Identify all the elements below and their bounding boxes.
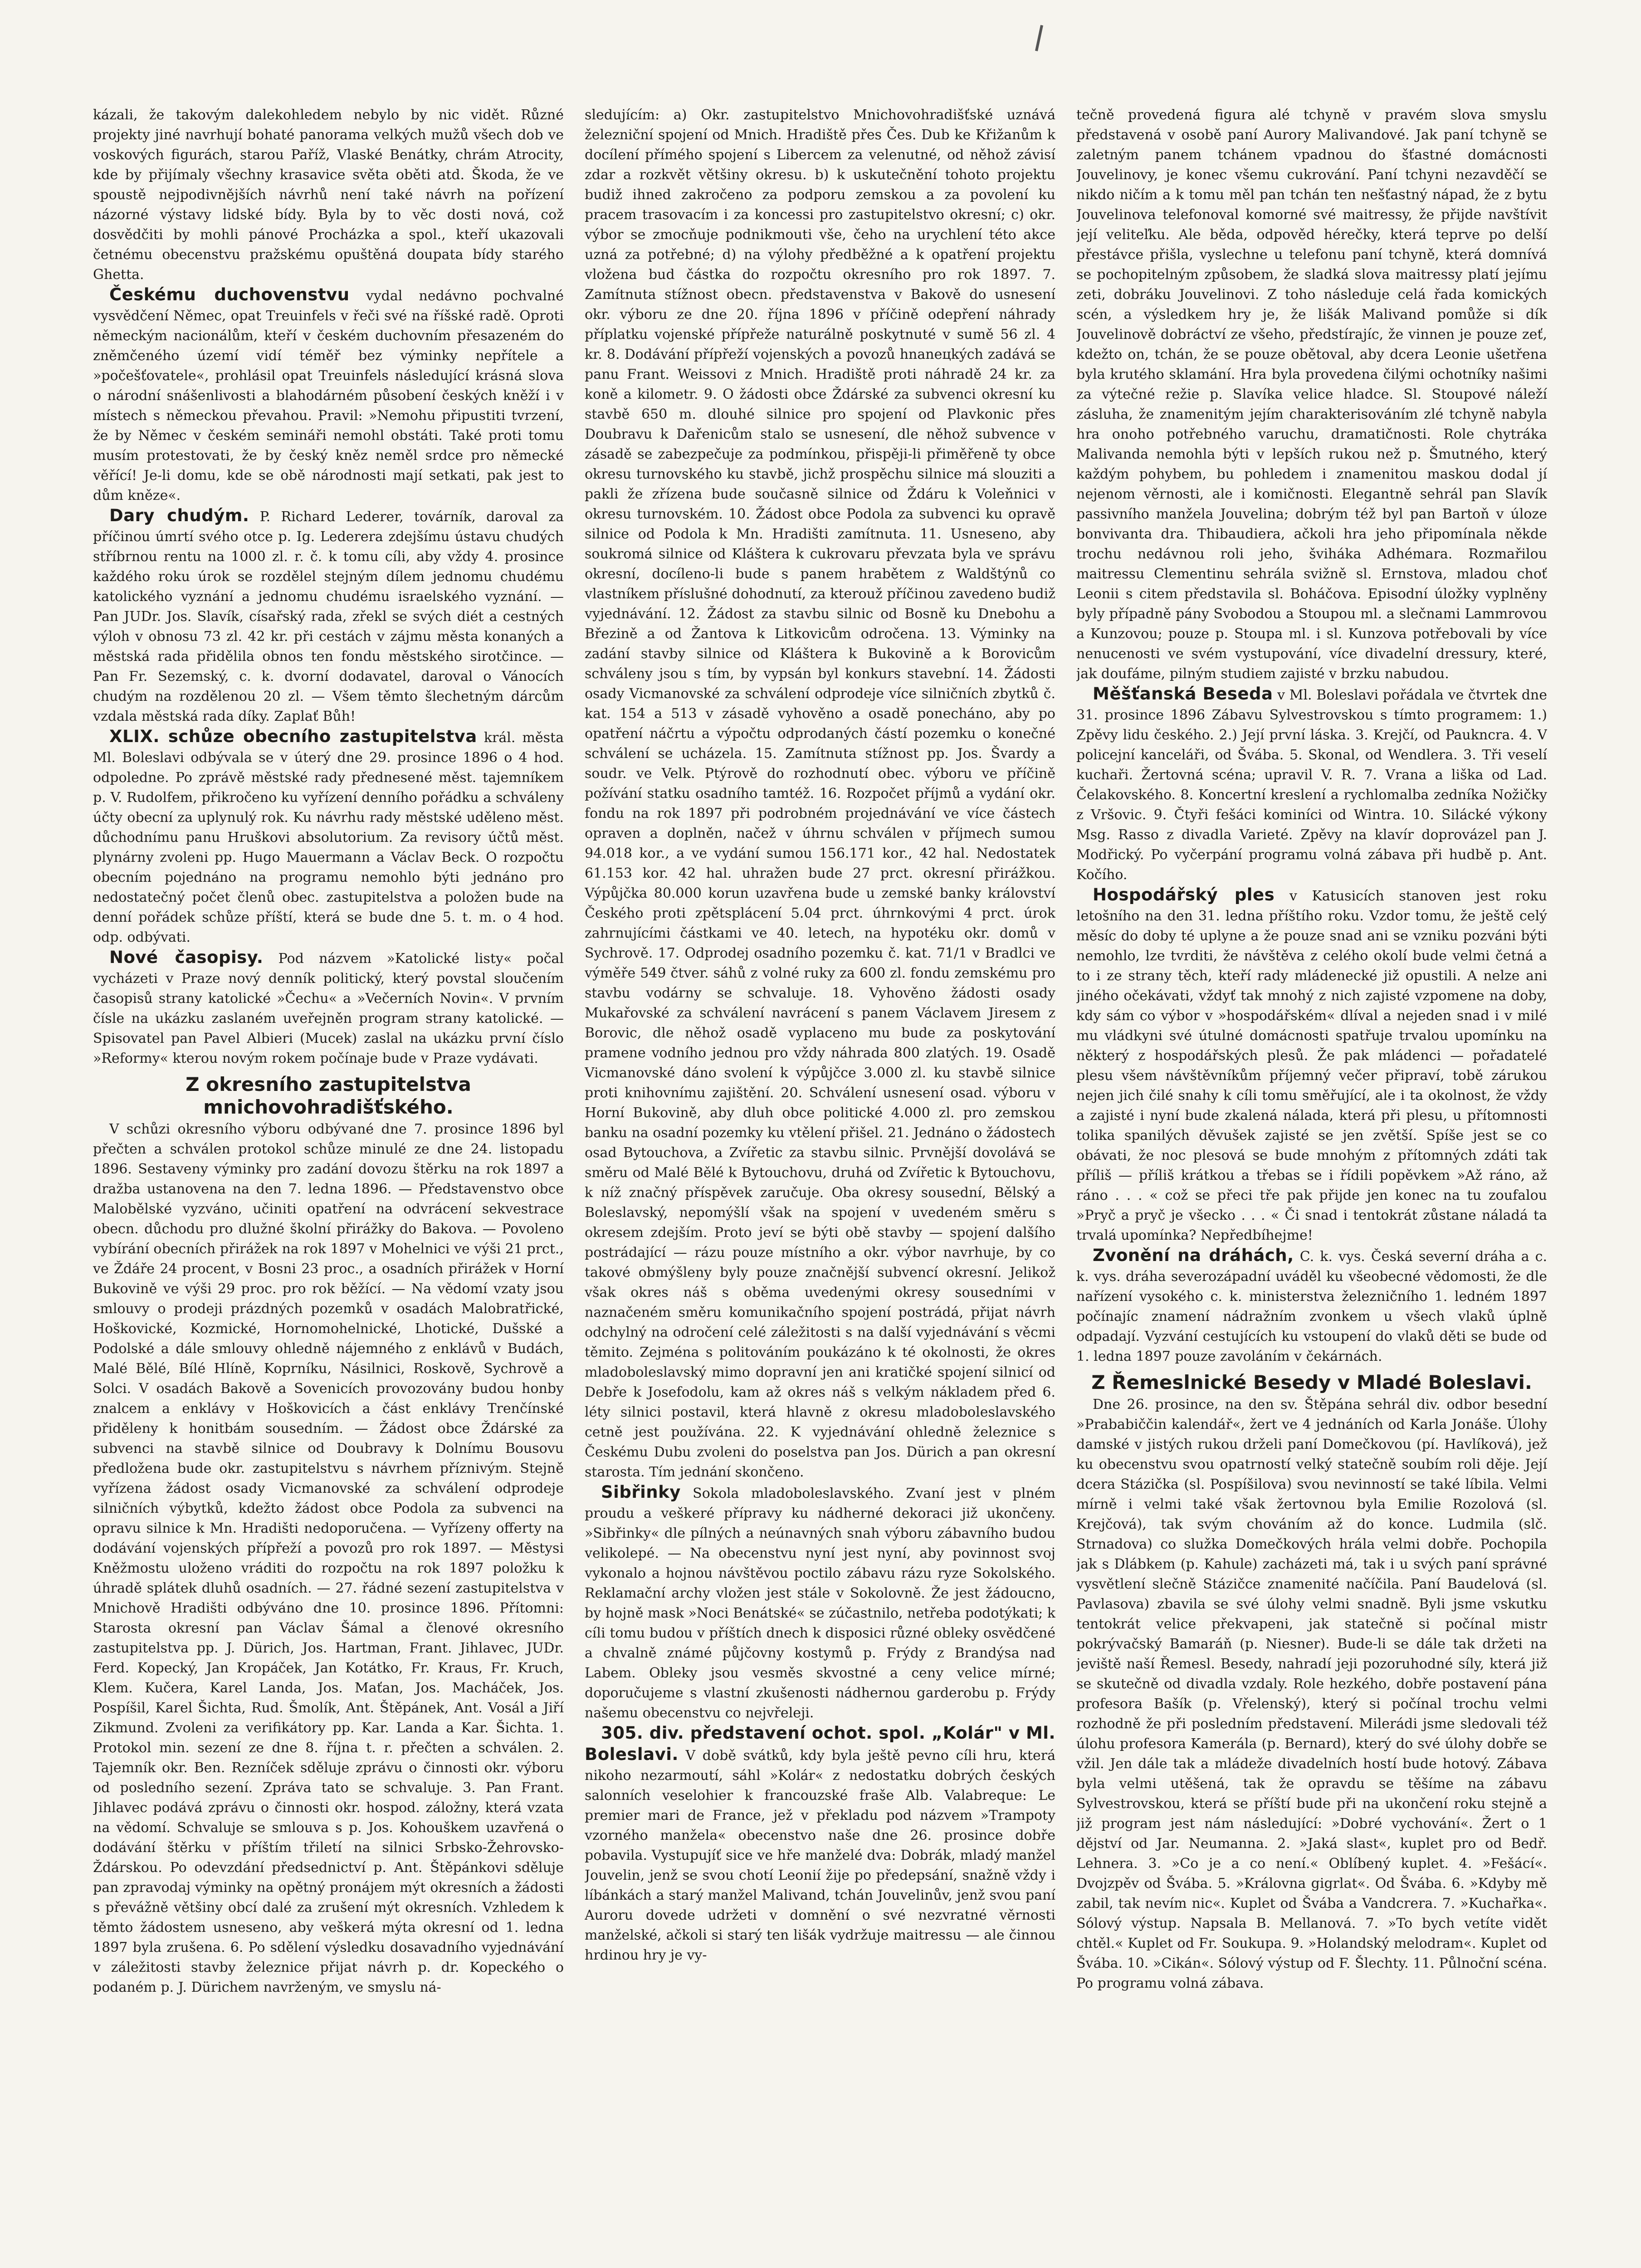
article-remeslnicka-beseda bbox=[1076, 1395, 1547, 1994]
column-right bbox=[1076, 105, 1547, 2268]
article-heading: Zvonění na dráhách, bbox=[1093, 1246, 1294, 1265]
article-heading: Nové časopisy. bbox=[109, 948, 264, 967]
article-text: král. města Ml. Boleslavi odbývala se v úterý dne 29. prosince 1896 o 4 hod. odpoledne. Po zprávě městské rady přednesené měst. tajemníkem p. V. Rudolfem, přikročeno ku vyřízení denního pořádku a schváleny účty obecní za uplynulý rok. Ku návrhu rady městské udělenо měst. důchodnímu panu Hruškovi absolutorium. Za revisory účtů měst. plynárny zvoleni pp. Hugo Mauermann a Václav Beck. O rozpočtu obecním pojednáno na programu nemohlo býti jednáno pro nedostatečný počet členů obec. zastupitelstva a položen bude na denní pořádek schůze příští, která se bude dne 5. t. m. o 4 hod. odp. odbývati. bbox=[93, 730, 564, 945]
article-heading: XLIX. schůze obecního zastupitelstva bbox=[109, 727, 477, 746]
article-theatre bbox=[585, 1723, 1055, 1965]
article-continuation bbox=[585, 105, 1055, 1482]
article-heading: Sibřinky bbox=[601, 1482, 681, 1502]
article-text: v Ml. Boleslavi pořádala ve čtvrtek dne 31. prosince 1896 Zábavu Sylvestrovskou s tímto programem: 1.) Zpěvy lidu českého. 2.) Její první láska. 3. Krejčí, od Paukncra. 4. V policejní kanceláři, od Švába. 5. Skonal, od Wendlera. 3. Tři veselí kuchaři. Žertovná scéna; upravil V. R. 7. Vrana a liška od Lad. Čelakovského. 8. Koncertní kreslení a rychlomalba zedníka Nožičky z Vršovic. 9. Čtyři fešáci kominíci od Wintra. 10. Silácké výkony Msg. Rasso z divadla Varieté. Zpěvy na klavír doprovázel pan J. Modřický. Po vyčerpání programu volná zábava při hudbě p. Ant. Kočího. bbox=[1076, 687, 1547, 883]
column-middle bbox=[585, 105, 1055, 2268]
article-new-periodicals bbox=[93, 948, 564, 1069]
article-text: V době svátků, kdy byla ještě pevno cíli hru, která nikoho nezarmoutí, sáhl »Kolár« z nedostatku dobrých českých salonních veselohier k francouzské fraše Alb. Valabreque: Le premier mari de France, jež v překladu pod názvem »Trampoty vzorného manžela« obecenstvo naše dne 26. prosince dobře pobavila. Vystupujíť sice ve hře manželé dva: Dobrák, mladý manžel Jouvelin, jenž se svou chotí Leonií žije po předepsání, snažně vždy i líbánkách a starý manžel Malivand, tchán Jouvelinův, jenž svou paní Auroru dovede udržeti v domnění o své nezvratné věrnosti manželské, ačkoli si starý ten lišák vydržuje maitressu — ale činnou hrdinou hry je vy- bbox=[585, 1748, 1055, 1963]
column-left bbox=[93, 105, 564, 2268]
article-text: v Katusicích stanoven jest roku letošního na den 31. ledna příštího roku. Vzdor tomu, že ještě celý měsíc do doby té uplyne a že pouze snad ani se vzniku pozváni býti nemohlo, lze tvrditi, že návštěva z celého okolí bude velmi četná a to i ze strany těch, kteří rady mládenecké již opustili. A nelze ani jiného očekávati, vždyť tak mnohý z nich zajisté vzpomene na doby, kdy sám co výbor v »hospodářském« dlíval a nejeden snad i v milé mu vládkyni své útulné domácnosti spatřuje trvalou upomínku na některý z hospodářských plesů. Že pak mládenci — pořadatelé plesu všem návštěvníkům příjemný večer připraví, tobě zárukou nejen jich čilé snahy k cíli tomu směřující, ale i ta okolnost, že vždy a zajisté i nyní bude zkalená nálada, která při plesu, u přítomnosti tolika spanilých děvušek zajisté se jen zvětší. Spíše jest se co obávati, že noc plesová se bude mnohým z přítomných zdáti tak příliš — příliš krátkou a třebas se i řídili popěvkem »Až ráno, až ráno . . . « což se přeci tře pak přijde jen konec na tu zoufalou »Pryč a pryč je všecko . . . « Či snad i tentokrát zůstane náladá ta trvalá upomínka? Nepředbíhejme! bbox=[1076, 888, 1547, 1243]
article-text: vydal nedávno pochvalné vysvědčení Němec, opat Treuinfels v řeči své na říšské radě. Oproti německým nacionálům, kteří v českém duchovním přesazeném do zněmčeného území vidí téměř bez výminky nepřítele a »počešťovatele«, prohlásil opat Treuinfels následující krásná slova o národní snášenlivosti a blahodárném působení českých kněží i v místech s německou převahou. Pravil: »Nemohu připustiti tvrzení, že by Němec v českém semináři nemohl obstáti. Také proti tomu musím protestovati, že by český kněz neměl srdce pro německé věřící! Je-li domu, kde se obě národnosti mají setkati, pak jest to dům kněze«. bbox=[93, 288, 564, 503]
article-heading: 305. div. představení ochot. spol. „Kolár" v Ml. Boleslavi. bbox=[585, 1723, 1055, 1764]
article-council-meeting bbox=[93, 727, 564, 948]
article-text: kázali, že takovým dalekohledem nebylo by nic vidět. Různé projekty jiné navrhují bohaté panorama velkých mužů všech dob ve voskových figurách, starou Paříž, Vlaské Benátky, chrám Atrocity, kde by přijímaly všechny krasavice světa oběti atd. Škoda, že ve spoustě nejpodivnějších návrhů není také návrh na pořízení názorné výstavy lidské bídy. Byla by to věc dosti nová, což dosvědčiti by mohli pánové Procházka a spol., kteří ukazovali četnému obecenstvu pražskému opuštěná doupata bídy starého Ghetta. bbox=[93, 107, 564, 283]
article-heading: Hospodářský ples bbox=[1093, 885, 1275, 904]
article-donations bbox=[93, 506, 564, 727]
article-mestanska-beseda bbox=[1076, 684, 1547, 885]
section-heading: Z okresního zastupitelstva mnichovohradišťského. bbox=[186, 1073, 471, 1118]
article-text: sledujícím: a) Okr. zastupitelstvo Mnichovohradišťské uznává železniční spojení od Mnich. Hradiště přes Čes. Dub ke Křižanům k docílení přímého spojení s Libercem za velenutné, od něhož závisí zdar a rozkvět většiny okresu. b) k uskutečnění tohoto projektu budiž ihned zakročeno za podporu zemskou a za povolení ku pracem trasovacím i za koncessi pro zastupitelstvo okresní; c) okr. výbor se zmocňuje podnikmouti vše, čeho na urychlení této akce uzná za potřebné; d) na výlohy předběžné a k opatření projektu vložena bud částka do rozpočtu okresního pro rok 1897. 7. Zamítnuta stížnost obecn. představenstva v Bakově do usnesení okr. výboru ze dne 20. října 1896 v příčině odepření náhrady příplatku vojenské přípřeže naturálně poskytnuté v sumě 56 zl. 4 kr. 8. Dodávání přípřeží vojenských a povozů hnanецkých zadává se panu Frant. Weissovi z Mnich. Hradiště proti náhradě 24 kr. za koně a kilometr. 9. O žádosti obce Ždárské za subvenci okresní ku stavbě 650 m. dlouhé silnice pro spojení od Plavkonic přes Doubravu k Dařenicům stalo se usnesení, dle něhož subvence v zásadě se zabezpečuje za podmínkou, přispěji-li přiměřeně ty obce okresu turnovského ku stavbě, jichž prospěchu silnice má slouziti a pakli že zřízena bude současně silnice od Ždáru k Voleňnici v okresu turnovském. 10. Žádost obce Podola za subvenci ku opravě silnice od Podola k Mn. Hradišti zamítnuta. 11. Usneseno, aby soukromá silnice od Kláštera k cukrovaru převzata byla ve správu okresní, docíleno-li bude s panem hrabětem z Waldštýnů co vlastníkem příslušné dohodnutí, za kterouž příčinou zavedeno budiž vyjednávání. 12. Žádost za stavbu silnic od Bosně ku Dnebohu a Březině a od Žantova k Litkovicům odročena. 13. Výminky na zadání stavby silnice od Kláštera k Bukovině a k Borovicům schváleny jsou s tím, by vypsán byl konkurs stavební. 14. Žádosti osady Vicmanovské za schválení odprodeje více silničních zbytků č. kat. 154 a 513 v zásadě vyhověno a osadě ponecháno, aby po opatření náčrtu a výpočtu odprodaných částí pozemku o konečné schválení se ucházela. 15. Zamítnuta stížnost pp. Jos. Švardy a soudr. ve Velk. Ptýrově do rozhodnutí obec. výboru ve příčině požívání statku osadního tamtéž. 16. Rozpočet příjmů a vydání okr. fondu na rok 1897 při podrobném projednávání ve více částech opraven a doplněn, načež v úhrnu schválen v příjmech sumou 94.018 kor., a ve vydání sumou 156.171 kor., 42 hal. Nedostatek 61.153 kor. 42 hal. uhražen bude 27 prct. okresní přirážkou. Výpůjčka 80.000 korun uzavřena bude u zemské banky království Českého proti zpětsplácení 5.04 prct. úhrnkovými 4 prct. úrok zahrnujícími částkami ve 40. letech, na hypotéku okr. domů v Sychrově. 17. Odprodej osadního pozemku č. kat. 71/1 v Bradlci ve výměře 549 čtver. sáhů z volné ruky za 600 zl. fondu zemskému pro stavbu vodárny se schvaluje. 18. Vyhověno žádosti osady Mukařovské za schválení navrácení s panem Václavem Jiresem z Borovic, dle něhož osadě vyplaceno mu bude za poskytování pramene vodního jednou pro vždy náhrada 800 zlatých. 19. Osadě Vicmanovské dáno svolení k výpůjčce 3.000 zl. ku stavbě silnice proti knihovnímu zajištění. 20. Schválení usnesení osad. výboru v Horní Bukovině, aby dluh obce politické 4.000 zl. pro zemskou banku na osadní pozemky ku vtělení přišel. 21. Jednáno o žádostech osad Bytouchova, a Zvířetic za stavbu silnic. Prvnější dovolává se směru od Malé Bělé k Bytouchovu, druhá od Zvířetic k Bytouchovu, k níž značný příspěvek zaručuje. Oba okresy sousední, Bělský a Boleslavský, nepomýšlí však na spojení v uvedeném směru s okresem zdejším. Proto jeví se býti obě stavby — spojení dalšího postrádající — rázu pouze místního a okr. výbor navrhuje, by co takové obmýšleny byly pouze značnější subvencí okresní. Jelikož však okres náš s oběma uvedenými okresy sousedními v naznačeném směru komunikačního spojení postrádá, přijat návrh odchylný na odročení celé záležitosti s na další vyjednávání s věcmi těmito. Zejména s politováním poukázáno k té okolnosti, že okres mladoboleslavský mimo dopravní jen ani kratičké spojení silnicí od Debře k Josefodolu, kam až okres náš s velkým nákladem před 6. léty silnici postavil, která hlavně z okresu mladoboleslavského cetně jest používána. 22. K vyjednávání ohledně železnice s Českému Dubu zvoleni do poselstva pan Jos. Dürich a pan okresní starosta. Tím jednání skončeno. bbox=[585, 107, 1055, 1480]
article-farmers-ball bbox=[1076, 885, 1547, 1246]
margin-mark bbox=[1035, 25, 1043, 51]
article-heading: Měšťanská Beseda bbox=[1093, 684, 1273, 704]
article-heading: Dary chudým. bbox=[109, 506, 249, 525]
article-continuation bbox=[93, 105, 564, 285]
article-text: tečně provedená figura alé tchyně v pravém slova smyslu představená v osobě paní Aurory Malivandové. Jak paní tchyně se zaletným panem tchánem vpadnou do šťastné domácnosti Jouvelinovy, je konec všemu cukrování. Paní tchyni nezavděčí se nikdo ničím a k tomu měl pan tchán ten nešťastný nápad, že z bytu Jouvelinova telefonoval komorné své maitressy, že přijde navštívit její veliteľku. Ale běda, odpověd hérečky, která teprve po delší přestávce přišla, vyslechne u telefonu paní tchyně, která domnívá se pochopitelným způsobem, že sladká slova maitressy platí jejímu zeti, dobráku Jouvelinovi. Z toho následuje celá řada komických scén, a výsledkem hry je, že lišák Malivand pomůže si dík Jouvelinově dobráctví ze všeho, předstírajíc, že vinnen je pouze zeť, kdežto on, tchán, že se pouze obětoval, aby dcera Leonie ušetřena byla krutého sklamání. Hra byla provedena čilými ochotníky našimi za výtečné režie p. Slavíka velice hladce. Sl. Stoupové náleží zásluha, že znamenitým jejím charakterisováním zlé tchyně nabyla hra onoho potřebného varuchu, dramatičnosti. Role chytráka Malivanda nemohla býti v lepších rukou než p. Šmutného, který každým pohybem, bu pohledem i znamenitou maskou dodal jí nejenom věrnosti, ale i komičnosti. Elegantně sehrál pan Slavík passivního manžela Jouvelina; dobrým též byl pan Bartoň v úloze bonvivanta dra. Thibaudiera, ačkoli hra jeho připomínala někde trochu nedávnou roli jeho, šviháka Adhémara. Rozmařilou maitressu Clementinu sehrála svižně sl. Ernstova, mladou choť Leonii s citem představila sl. Boháčova. Episodní úložky vyplněny byly případně pány Svobodou a Stoupou ml. a slečnami Lammrovou a Kunzovou; pouze p. Stoupa ml. i sl. Kunzova potřebovali by více nenucenosti ve svém vystupování, více divadelní dressury, které, jak doufáme, pilným studiem zajisté v brzku nabudou. bbox=[1076, 107, 1547, 682]
article-district-council bbox=[93, 1119, 564, 1998]
article-railway-bells bbox=[1076, 1246, 1547, 1367]
article-sibrinky bbox=[585, 1482, 1055, 1723]
article-text: Sokola mladoboleslavského. Zvaní jest v plném proudu a veškeré přípravy ku nádherné dekoraci již ukončeny. »Sibřinky« dle pílných a neúnavných snah výboru zábavního budou velikolepé. — Na obecenstvu nyní jest nyní, aby povinnost svoj vykonalo a hojnou návštěvou poctilo zábavu rázu ryze Sokolského. Reklamační archy vložen jest stále v Sokolovně. Že jest žádoucno, by hojně mask »Noci Benátské« se zúčastnilo, netřeba podotýkati; k cíli tomu budou v příštích dnech k disposici různé obleky osvědčené a chvalně známé půjčovny kostymů p. Frýdy z Brandýsa nad Labem. Obleky jsou vesměs skvostné a ceny velice mírné; doporučujeme s vlastní zkušenosti nádhernou garderobu p. Frýdy našemu obecenstvu co nejvřeleji. bbox=[585, 1486, 1055, 1721]
article-text: C. k. vys. Česká severní dráha a c. k. vys. dráha severozápadní uváděl ku všeobecné vědomosti, že dle nařízení vysokého c. k. ministerstva železničního 1. ledném 1897 počínajíc znamení nádražním zvonkem u všech vlaků úplně odpadají. Vyzvání cestujících ku vstoupení do vlaků děti se bude od 1. ledna 1897 pouze zavoláním v čekárnách. bbox=[1076, 1249, 1547, 1364]
article-continuation bbox=[1076, 105, 1547, 684]
article-text: V schůzi okresního výboru odbývané dne 7. prosince 1896 byl přečten a schválen protokol schůze minulé ze dne 24. listopadu 1896. Sestaveny výminky pro zadání dovozu štěrku na rok 1897 a dražba ustanovena na den 7. ledna 1896. — Představenstvo obce Malobělské vyzváno, učiniti opatření na odvrácení sekvestrace obecn. důchodu pro dlužné školní přirážky do Bakova. — Povoleno vybírání obecních přirážek na rok 1897 v Mohelnici ve výši 21 prct., ve Ždáře 24 procent, v Bosni 23 proc., a osadních přirážek v Horní Bukovině ve výši 29 proc. pro rok běžící. — Na vědomí vzaty jsou smlouvy o prodeji prázdných pozemků v osadách Malobratřické, Hoškovické, Kozmické, Hornomohelnické, Lhotické, Dušské a Podolské a dále smlouvy ohledně nájemného z enklávů v Budách, Malé Bělé, Bílé Hlíně, Koprníku, Násilnici, Roskově, Sychrově a Solci. V osadách Bakově a Sovenicích provozovány budou honby znalcem a enklávy v Hoškovicích a část enklávy Trenčínské přiděleny k honitbám sousedním. — Žádost obce Ždárské za subvenci na stavbě silnice od Doubravy k Dolnímu Bousovu předložena bude okr. zastupitelstvu s návrhem příznivým. Stejně vyřízena žádost osady Vicmanovské za schválení odprodeje silničních výbytků, kdežto žádost obce Podola za subvenci na opravu silnice k Mn. Hradišti nedoporučena. — Vyřízeny offerty na dodávání vojenských přípřeží a povozů pro rok 1897. — Městysi Kněžmostu uloženo vráditi do rozpočtu na rok 1897 položku k úhradě splátek dluhů osadních. — 27. řádné sezení zastupitelstva v Mnichově Hradišti odbýváno dne 10. prosince 1896. Přítomni: Starosta okresní pan Václav Šámal a členové okresního zastupitelstva pp. J. Dürich, Jos. Hartman, Frant. Jihlavec, JUDr. Ferd. Kopecký, Jan Kropáček, Jan Kotátko, Fr. Kraus, Fr. Kruch, Klem. Kučera, Karel Landa, Jos. Maťan, Jos. Macháček, Jos. Pospíšil, Karel Šichta, Rud. Šmolík, Ant. Štěpánek, Ant. Vosál a Jiří Zikmund. Zvoleni za verifikátory pp. Kar. Landa a Kar. Šichta. 1. Protokol min. sezení ze dne 8. října t. r. přečten a schválen. 2. Tajemník okr. Ben. Rezníček sděluje zprávu o činnosti okr. výboru od posledního sezení. Zpráva tato se schvaluje. 3. Pan Frant. Jihlavec podává zprávu o činnosti okr. hospod. záložny, která vzata na vědomí. Schvaluje se smlouva s p. Jos. Kohouškem uzavřená o dodávání štěrku v příštím třiletí na silnici Srbsko-Žehrovsko-Ždárskou. Po odevzdání předsednictví p. Ant. Štěpánkovi sděluje pan zpravodaj výminky na opětný pronájem mýt okresních a žádosti s převážně většiny obcí dalé za zrušení mýt okresních. Vzhledem k těmto žádostem usneseno, aby veškerá mýta okresní od 1. ledna 1897 byla zrušena. 6. Po sdělení výsledku dosavadního vyjednávání v záležitosti stavby železnice přijat návrh p. dr. Kopeckého o podaném p. J. Dürichem navrženým, ve smyslu ná- bbox=[93, 1121, 564, 1995]
article-text: Dne 26. prosince, na den sv. Štěpána sehrál div. odbor besední »Prababiččin kalendář«, žert ve 4 jednáních od Karla Jonáše. Úlohy damské v jistých rukou drželi paní Domečkovou (pí. Havlíková), jež ku obecenstvu svou opatrností velký statečně soubím roli děje. Její dcera Stázička (sl. Pospíšilova) svou nevinností se také líbila. Velmi mírně i velmi také však žertovnou byla Emilie Rozolová (sl. Krejčová), tak svým chováním až do konce. Ludmila (slč. Strnadova) co služka Domečkových hrála velmi dobře. Pochopila jak s Dlábkem (p. Kahule) zacházeti má, tak i u svých paní správné vysvětlení slečně Stázičce znamenité načíčila. Paní Baudelová (sl. Pavlasova) zbavila se své úlohy velmi snadně. Byli jsme vskutku tentokrát velice překvapeni, jak statečně si počínal mistr pokrývačský Bamaráň (p. Niesner). Bude-li se dále tak držeti na jeviště naší Řemesl. Besedy, nahradí jeji pozoruhodné síly, která již se skutečně od divadla vzdaly. Role hezkého, dobře postavení pána profesora Bašík (p. Vřelenský), který si počínal trochu velmi rozhodně že při posledním představení. Milerádi jsme sledovali též úlohu profesora Kamerála (p. Bernard), který do své úlohy dobře se vžil. Jen dále tak a mládeže divadelních hostí bude hotový. Zábava byla velmi utěšená, tak že opravdu se těšíme na zábavu Sylvestrovskou, která se příští bude při na ukončení roku stejně a již program jest nám následující: »Dobré vychování«. Žert o 1 dějství od Jar. Neumanna. 2. »Jaká slast«, kuplet pro od Bedř. Lehnera. 3. »Co je a co není.« Oblíbený kuplet. 4. »Fešácí«. Dvojzpěv od Švába. 5. »Královna gigrlat«. Od Švába. 6. »Kdyby mě zabil, tak nevím nic«. Kuplet od Švába a Vandcrera. 7. »Kuchařka«. Sólový výstup. Napsala B. Mellanová. 7. »To bych vetíte vidět chtěl.« Kuplet od Fr. Soukupa. 9. »Holandský melodram«. Kuplet od Švába. 10. »Cikán«. Sólový výstup od F. Šlechty. 11. Půlnoční scéna. Po programu volná zábava. bbox=[1076, 1397, 1547, 1991]
section-heading: Z Řemeslnické Besedy v Mladé Boleslavi. bbox=[1091, 1371, 1532, 1393]
article-text: Pod názvem »Katolické listy« počal vycházeti v Praze nový denník politický, který povstal sloučením časopisů strany katolické »Čechu« a »Večerních Novin«. V prvním čísle na ukázku zaslaném uveřejněn program strany katolické. — Spisovatel pan Pavel Albieri (Mucek) zaslal na ukázku první číslo »Reformy« kterou novým rokem počínaje bude v Praze vydávati. bbox=[93, 951, 564, 1066]
article-clergy bbox=[93, 285, 564, 506]
article-text: P. Richard Lederer, továrník, daroval za příčinou úmrtí svého otce p. Ig. Lederera zdejšímu ústavu chudých stříbrnou rentu na 1000 zl. r. č. k tomu cíli, aby vždy 4. prosince každého roku úrok se rozdělel stejným dílem jednomu chudému katolického vyznání a jednomu chudému israelského vyznání. — Pan JUDr. Jos. Slavík, císařský rada, zřekl se svých diét a cestných výloh v obnosu 73 zl. 42 kr. při cestách v zájmu města konaných a městská rada přidělila obnos ten fondu městského sirotčince. — Pan Fr. Sezemský, c. k. dvorní dodavatel, daroval o Vánocích chudým na rozdělenou 20 zl. — Všem těmto šlechetným dárcům vzdala městská rada díky. Zaplať Bůh! bbox=[93, 509, 564, 724]
article-heading: Českému duchovenstvu bbox=[109, 285, 350, 304]
columns bbox=[93, 105, 1548, 2268]
